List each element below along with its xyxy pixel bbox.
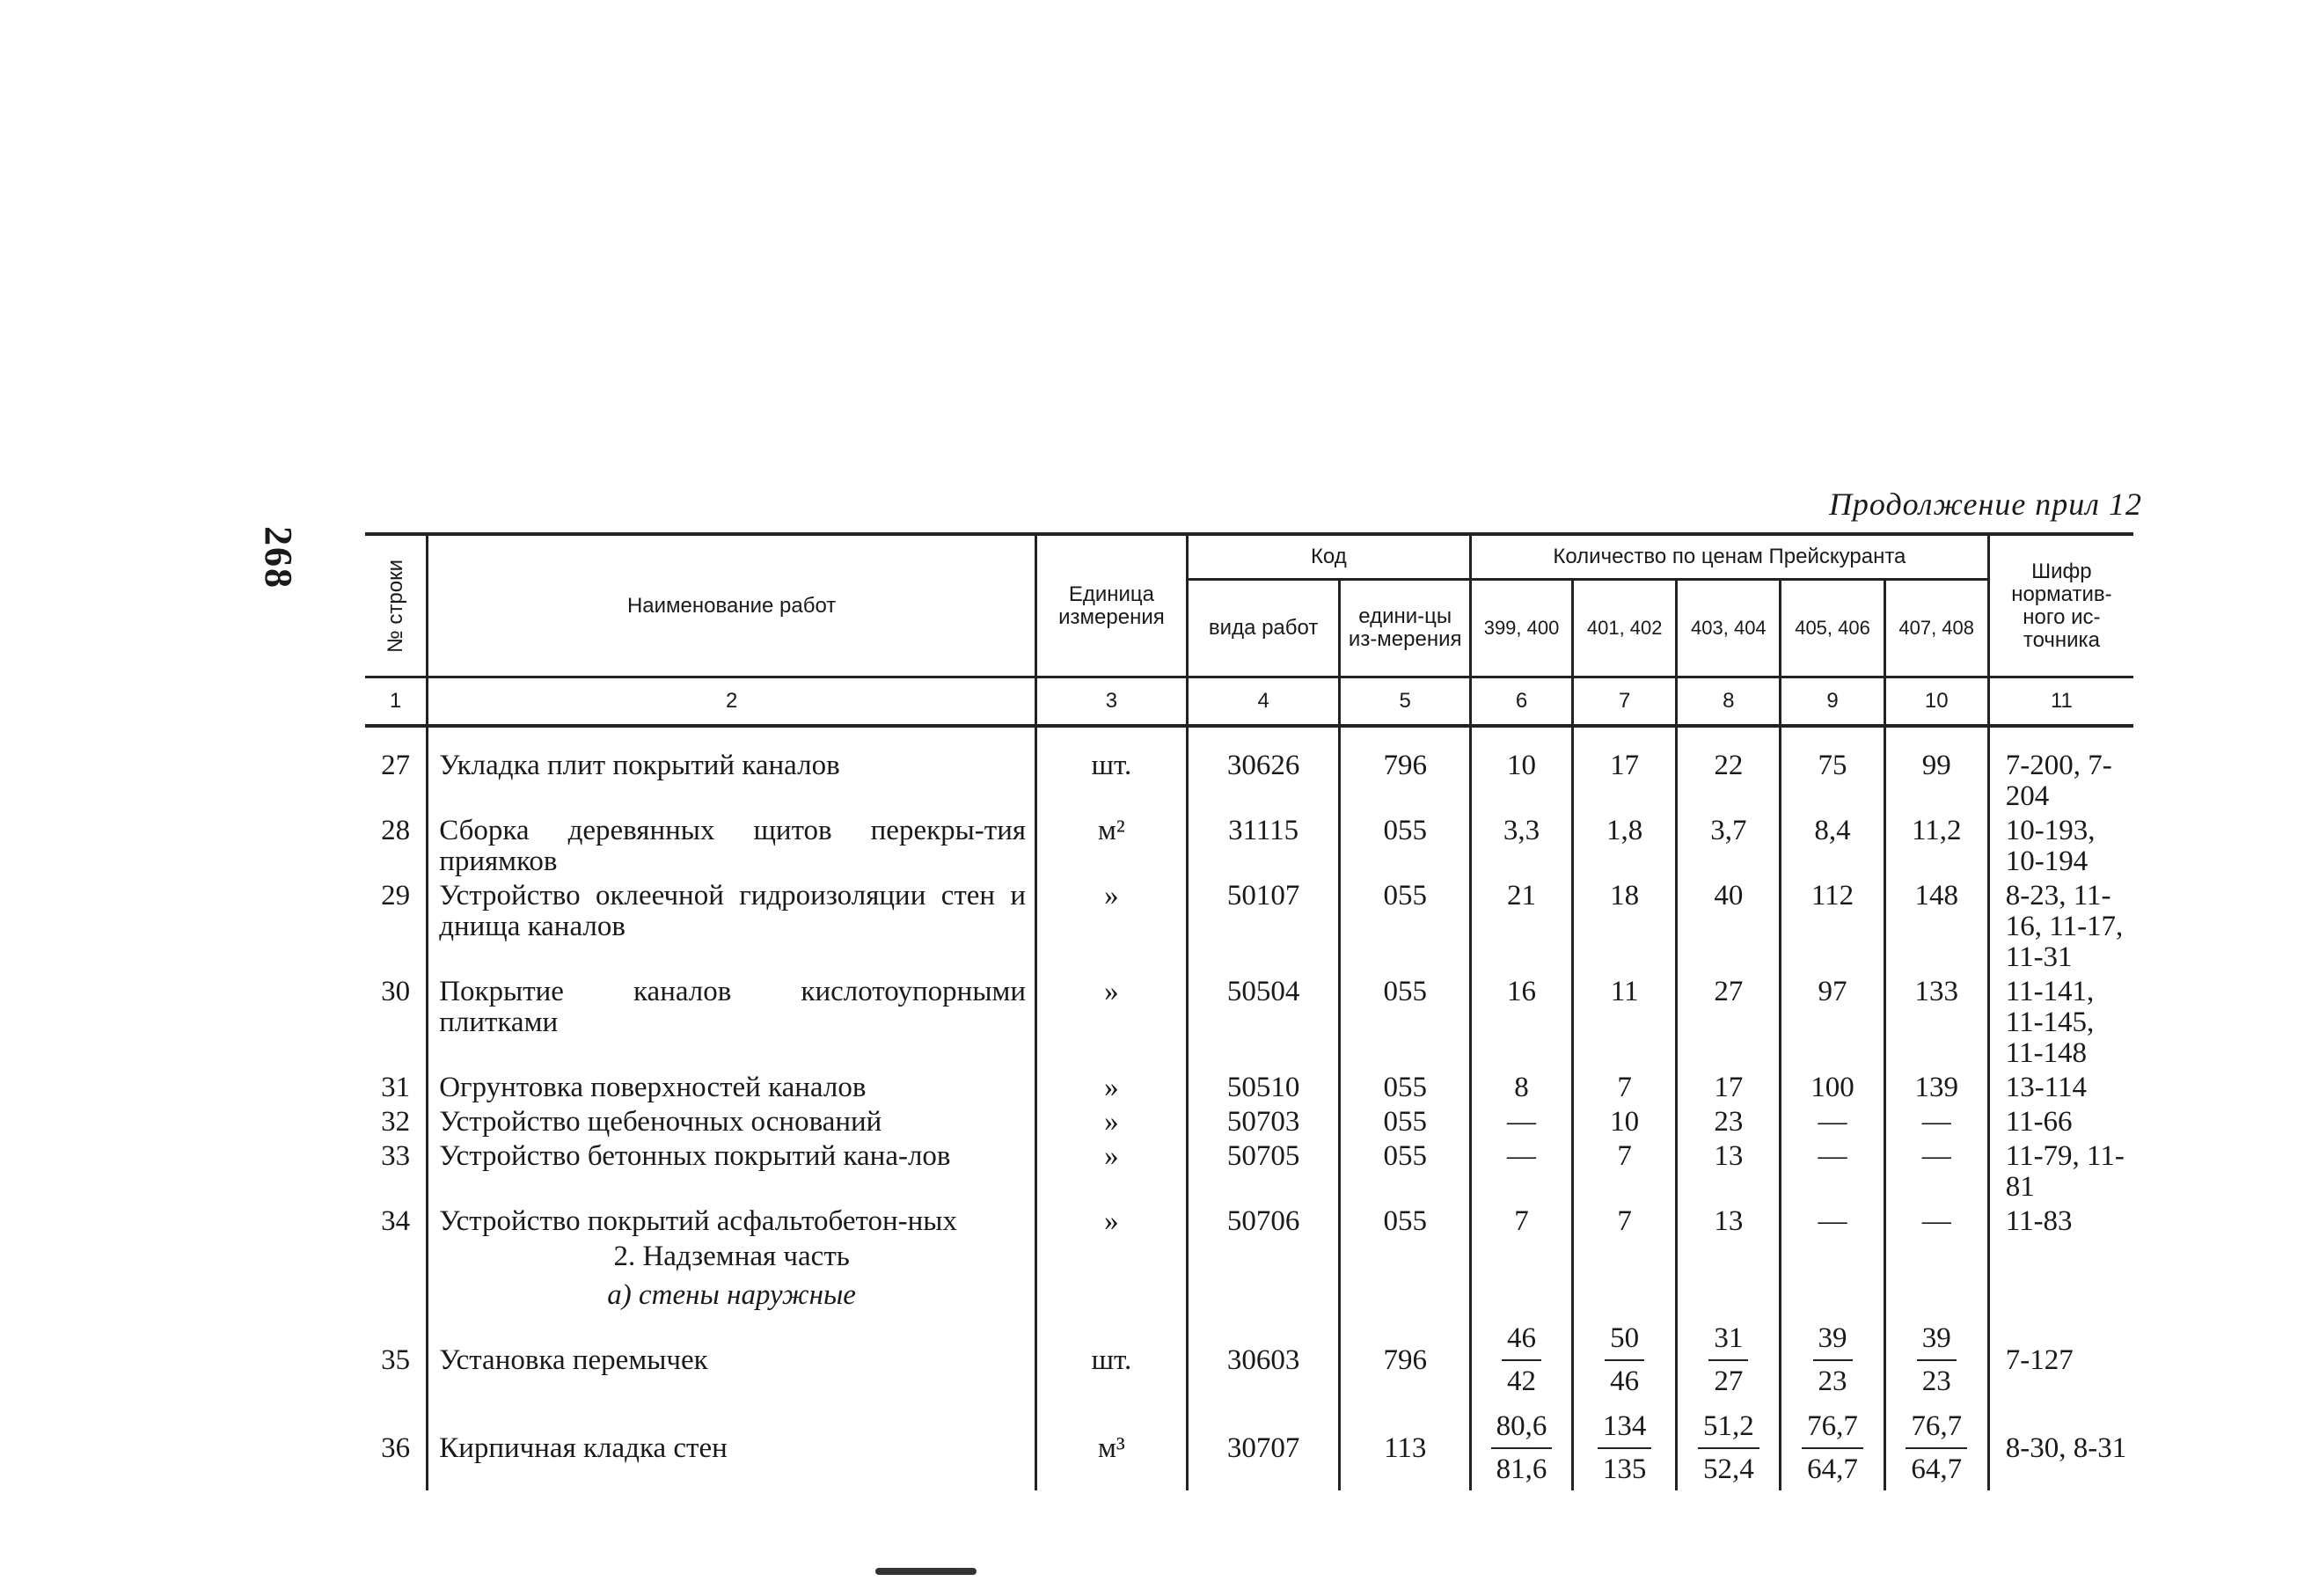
blank-cell bbox=[1781, 1237, 1884, 1276]
fraction bbox=[1502, 1323, 1541, 1397]
spacer-row bbox=[365, 726, 2133, 747]
quantity-value: — bbox=[1781, 1138, 1884, 1203]
blank-cell bbox=[1677, 1276, 1781, 1314]
quantity-value: 18 bbox=[1573, 877, 1677, 973]
quantity-value: 1,8 bbox=[1573, 812, 1677, 877]
column-number: 2 bbox=[428, 677, 1036, 727]
source-code: 8-23, 11-16, 11-17, 11-31 bbox=[1988, 877, 2133, 973]
blank-cell bbox=[1036, 1237, 1188, 1276]
blank-cell bbox=[1781, 1276, 1884, 1314]
quantity-value: 11 bbox=[1573, 973, 1677, 1069]
table-row bbox=[365, 1314, 2133, 1402]
header-code-unit: едини-цы из-мерения bbox=[1340, 580, 1470, 677]
unit-code: 055 bbox=[1340, 1103, 1470, 1138]
print-smudge bbox=[950, 1568, 977, 1575]
fraction-denominator: 52,4 bbox=[1702, 1453, 1754, 1485]
work-code: 30603 bbox=[1187, 1314, 1340, 1402]
source-code: 7-127 bbox=[1988, 1314, 2133, 1402]
work-code: 30707 bbox=[1187, 1402, 1340, 1490]
fraction bbox=[1906, 1411, 1967, 1485]
quantity-fraction bbox=[1677, 1402, 1781, 1490]
quantity-value: 148 bbox=[1884, 877, 1988, 973]
work-code: 50107 bbox=[1187, 877, 1340, 973]
table-row bbox=[365, 1103, 2133, 1138]
row-number: 30 bbox=[365, 973, 428, 1069]
works-table bbox=[365, 532, 2133, 1490]
header-price-2: 401, 402 bbox=[1573, 580, 1677, 677]
quantity-fraction bbox=[1470, 1402, 1572, 1490]
quantity-value: 8,4 bbox=[1781, 812, 1884, 877]
blank-cell bbox=[1573, 1276, 1677, 1314]
work-name: Огрунтовка поверхностей каналов bbox=[428, 1069, 1036, 1103]
blank-cell bbox=[1187, 1237, 1340, 1276]
work-code: 31115 bbox=[1187, 812, 1340, 877]
table-row bbox=[365, 812, 2133, 877]
quantity-fraction bbox=[1781, 1402, 1884, 1490]
quantity-value: 99 bbox=[1884, 747, 1988, 812]
quantity-value: 10 bbox=[1573, 1103, 1677, 1138]
quantity-value: 11,2 bbox=[1884, 812, 1988, 877]
quantity-value: 22 bbox=[1677, 747, 1781, 812]
fraction bbox=[1598, 1411, 1652, 1485]
work-code: 50705 bbox=[1187, 1138, 1340, 1203]
header-price-1: 399, 400 bbox=[1470, 580, 1572, 677]
quantity-value: 16 bbox=[1470, 973, 1572, 1069]
unit-code: 055 bbox=[1340, 812, 1470, 877]
header-unit: Единица измерения bbox=[1036, 534, 1188, 677]
unit: шт. bbox=[1036, 747, 1188, 812]
fraction-numerator: 31 bbox=[1708, 1323, 1748, 1361]
row-number: 29 bbox=[365, 877, 428, 973]
row-number: 32 bbox=[365, 1103, 428, 1138]
source-code: 7-200, 7-204 bbox=[1988, 747, 2133, 812]
source-code: 8-30, 8-31 bbox=[1988, 1402, 2133, 1490]
unit-code: 055 bbox=[1340, 1203, 1470, 1237]
blank-cell bbox=[365, 1276, 428, 1314]
fraction-numerator: 76,7 bbox=[1906, 1411, 1967, 1449]
blank-cell bbox=[1340, 1237, 1470, 1276]
source-code: 10-193, 10-194 bbox=[1988, 812, 2133, 877]
column-number: 8 bbox=[1677, 677, 1781, 727]
header-name: Наименование работ bbox=[428, 534, 1036, 677]
column-number: 3 bbox=[1036, 677, 1188, 727]
column-numbers-row bbox=[365, 677, 2133, 727]
work-code: 30626 bbox=[1187, 747, 1340, 812]
quantity-value: 100 bbox=[1781, 1069, 1884, 1103]
work-code: 50504 bbox=[1187, 973, 1340, 1069]
fraction-denominator: 64,7 bbox=[1807, 1453, 1858, 1485]
header-code-work: вида работ bbox=[1187, 580, 1340, 677]
page-number: 268 bbox=[257, 526, 300, 589]
quantity-value: — bbox=[1884, 1103, 1988, 1138]
table-row bbox=[365, 1069, 2133, 1103]
fraction bbox=[1802, 1411, 1863, 1485]
column-number: 1 bbox=[365, 677, 428, 727]
subsection-title: а) стены наружные bbox=[428, 1276, 1036, 1314]
header-row-number bbox=[365, 534, 428, 677]
header-price-5: 407, 408 bbox=[1884, 580, 1988, 677]
row-number: 36 bbox=[365, 1402, 428, 1490]
header-code: Код bbox=[1187, 534, 1470, 580]
quantity-value: 7 bbox=[1470, 1203, 1572, 1237]
quantity-value: 3,7 bbox=[1677, 812, 1781, 877]
fraction-denominator: 81,6 bbox=[1496, 1453, 1547, 1485]
source-code: 11-83 bbox=[1988, 1203, 2133, 1237]
row-number: 28 bbox=[365, 812, 428, 877]
blank-cell bbox=[1573, 1237, 1677, 1276]
fraction-numerator: 46 bbox=[1502, 1323, 1541, 1361]
fraction-numerator: 51,2 bbox=[1698, 1411, 1759, 1449]
blank-cell bbox=[1884, 1237, 1988, 1276]
fraction-numerator: 39 bbox=[1917, 1323, 1957, 1361]
source-code: 11-66 bbox=[1988, 1103, 2133, 1138]
quantity-value: 40 bbox=[1677, 877, 1781, 973]
unit: » bbox=[1036, 1203, 1188, 1237]
table-row bbox=[365, 973, 2133, 1069]
blank-cell bbox=[1187, 1276, 1340, 1314]
quantity-value: 139 bbox=[1884, 1069, 1988, 1103]
quantity-value: 75 bbox=[1781, 747, 1884, 812]
column-number: 5 bbox=[1340, 677, 1470, 727]
header-row-top bbox=[365, 534, 2133, 580]
subsection-heading-row bbox=[365, 1276, 2133, 1314]
fraction bbox=[1708, 1323, 1748, 1397]
quantity-value: 13 bbox=[1677, 1203, 1781, 1237]
fraction bbox=[1491, 1411, 1553, 1485]
header-source: Шифр норматив-ного ис-точника bbox=[1988, 534, 2133, 677]
quantity-fraction bbox=[1677, 1314, 1781, 1402]
quantity-value: — bbox=[1781, 1203, 1884, 1237]
quantity-fraction bbox=[1884, 1314, 1988, 1402]
section-heading-row bbox=[365, 1237, 2133, 1276]
work-name: Кирпичная кладка стен bbox=[428, 1402, 1036, 1490]
quantity-fraction bbox=[1884, 1402, 1988, 1490]
header-row-number-label: № строки bbox=[383, 559, 407, 653]
work-name: Устройство оклеечной гидроизоляции стен и днища каналов bbox=[428, 877, 1036, 973]
section-title: 2. Надземная часть bbox=[428, 1237, 1036, 1276]
quantity-fraction bbox=[1781, 1314, 1884, 1402]
quantity-value: 7 bbox=[1573, 1203, 1677, 1237]
quantity-value: 27 bbox=[1677, 973, 1781, 1069]
table-row bbox=[365, 747, 2133, 812]
fraction-numerator: 76,7 bbox=[1802, 1411, 1863, 1449]
continuation-note: Продолжение прил 12 bbox=[1828, 487, 2142, 522]
row-number: 27 bbox=[365, 747, 428, 812]
quantity-value: 97 bbox=[1781, 973, 1884, 1069]
fraction-denominator: 23 bbox=[1921, 1365, 1951, 1397]
quantity-value: 21 bbox=[1470, 877, 1572, 973]
fraction bbox=[1813, 1323, 1853, 1397]
row-number: 35 bbox=[365, 1314, 428, 1402]
unit-code: 055 bbox=[1340, 877, 1470, 973]
quantity-value: — bbox=[1470, 1138, 1572, 1203]
fraction-denominator: 23 bbox=[1818, 1365, 1847, 1397]
work-name: Устройство покрытий асфальтобетон-ных bbox=[428, 1203, 1036, 1237]
fraction-numerator: 134 bbox=[1598, 1411, 1652, 1449]
fraction bbox=[1698, 1411, 1759, 1485]
column-number: 9 bbox=[1781, 677, 1884, 727]
unit: м² bbox=[1036, 812, 1188, 877]
fraction bbox=[1605, 1323, 1644, 1397]
source-code: 11-79, 11-81 bbox=[1988, 1138, 2133, 1203]
quantity-fraction bbox=[1573, 1314, 1677, 1402]
fraction-denominator: 27 bbox=[1714, 1365, 1744, 1397]
quantity-fraction bbox=[1573, 1402, 1677, 1490]
unit-code: 796 bbox=[1340, 1314, 1470, 1402]
quantity-fraction bbox=[1470, 1314, 1572, 1402]
fraction-numerator: 80,6 bbox=[1491, 1411, 1553, 1449]
quantity-value: 112 bbox=[1781, 877, 1884, 973]
blank-cell bbox=[1340, 1276, 1470, 1314]
unit: шт. bbox=[1036, 1314, 1188, 1402]
table-row bbox=[365, 1203, 2133, 1237]
unit-code: 796 bbox=[1340, 747, 1470, 812]
work-name: Укладка плит покрытий каналов bbox=[428, 747, 1036, 812]
quantity-value: 17 bbox=[1573, 747, 1677, 812]
quantity-value: — bbox=[1884, 1203, 1988, 1237]
quantity-value: 23 bbox=[1677, 1103, 1781, 1138]
quantity-value: — bbox=[1781, 1103, 1884, 1138]
quantity-value: 7 bbox=[1573, 1138, 1677, 1203]
table-row bbox=[365, 1402, 2133, 1490]
column-number: 6 bbox=[1470, 677, 1572, 727]
work-name: Сборка деревянных щитов перекры-тия приямков bbox=[428, 812, 1036, 877]
row-number: 33 bbox=[365, 1138, 428, 1203]
work-name: Устройство бетонных покрытий кана-лов bbox=[428, 1138, 1036, 1203]
blank-cell bbox=[1884, 1276, 1988, 1314]
fraction-numerator: 50 bbox=[1605, 1323, 1644, 1361]
unit: » bbox=[1036, 877, 1188, 973]
blank-cell bbox=[1036, 1276, 1188, 1314]
blank-cell bbox=[1988, 1276, 2133, 1314]
row-number: 34 bbox=[365, 1203, 428, 1237]
quantity-value: 10 bbox=[1470, 747, 1572, 812]
column-number: 10 bbox=[1884, 677, 1988, 727]
quantity-value: — bbox=[1884, 1138, 1988, 1203]
table-row bbox=[365, 877, 2133, 973]
fraction-denominator: 135 bbox=[1602, 1453, 1647, 1485]
quantity-value: 7 bbox=[1573, 1069, 1677, 1103]
row-number: 31 bbox=[365, 1069, 428, 1103]
fraction-denominator: 46 bbox=[1610, 1365, 1640, 1397]
quantity-value: 17 bbox=[1677, 1069, 1781, 1103]
header-price-3: 403, 404 bbox=[1677, 580, 1781, 677]
work-code: 50510 bbox=[1187, 1069, 1340, 1103]
quantity-value: 3,3 bbox=[1470, 812, 1572, 877]
work-code: 50706 bbox=[1187, 1203, 1340, 1237]
unit-code: 055 bbox=[1340, 1138, 1470, 1203]
work-name: Устройство щебеночных оснований bbox=[428, 1103, 1036, 1138]
blank-cell bbox=[1470, 1276, 1572, 1314]
fraction-denominator: 42 bbox=[1507, 1365, 1537, 1397]
source-code: 13-114 bbox=[1988, 1069, 2133, 1103]
work-code: 50703 bbox=[1187, 1103, 1340, 1138]
quantity-value: — bbox=[1470, 1103, 1572, 1138]
unit-code: 055 bbox=[1340, 1069, 1470, 1103]
blank-cell bbox=[1677, 1237, 1781, 1276]
header-price-4: 405, 406 bbox=[1781, 580, 1884, 677]
fraction-numerator: 39 bbox=[1813, 1323, 1853, 1361]
quantity-value: 8 bbox=[1470, 1069, 1572, 1103]
column-number: 11 bbox=[1988, 677, 2133, 727]
column-number: 7 bbox=[1573, 677, 1677, 727]
fraction-denominator: 64,7 bbox=[1911, 1453, 1963, 1485]
unit-code: 113 bbox=[1340, 1402, 1470, 1490]
column-number: 4 bbox=[1187, 677, 1340, 727]
unit-code: 055 bbox=[1340, 973, 1470, 1069]
unit: » bbox=[1036, 1069, 1188, 1103]
unit: » bbox=[1036, 1103, 1188, 1138]
work-name: Установка перемычек bbox=[428, 1314, 1036, 1402]
quantity-value: 13 bbox=[1677, 1138, 1781, 1203]
unit: » bbox=[1036, 973, 1188, 1069]
unit: м³ bbox=[1036, 1402, 1188, 1490]
header-quantity: Количество по ценам Прейскуранта bbox=[1470, 534, 1988, 580]
blank-cell bbox=[365, 1237, 428, 1276]
table-row bbox=[365, 1138, 2133, 1203]
unit: » bbox=[1036, 1138, 1188, 1203]
blank-cell bbox=[1988, 1237, 2133, 1276]
blank-cell bbox=[1470, 1237, 1572, 1276]
quantity-value: 133 bbox=[1884, 973, 1988, 1069]
source-code: 11-141, 11-145, 11-148 bbox=[1988, 973, 2133, 1069]
work-name: Покрытие каналов кислотоупорными плитками bbox=[428, 973, 1036, 1069]
fraction bbox=[1917, 1323, 1957, 1397]
